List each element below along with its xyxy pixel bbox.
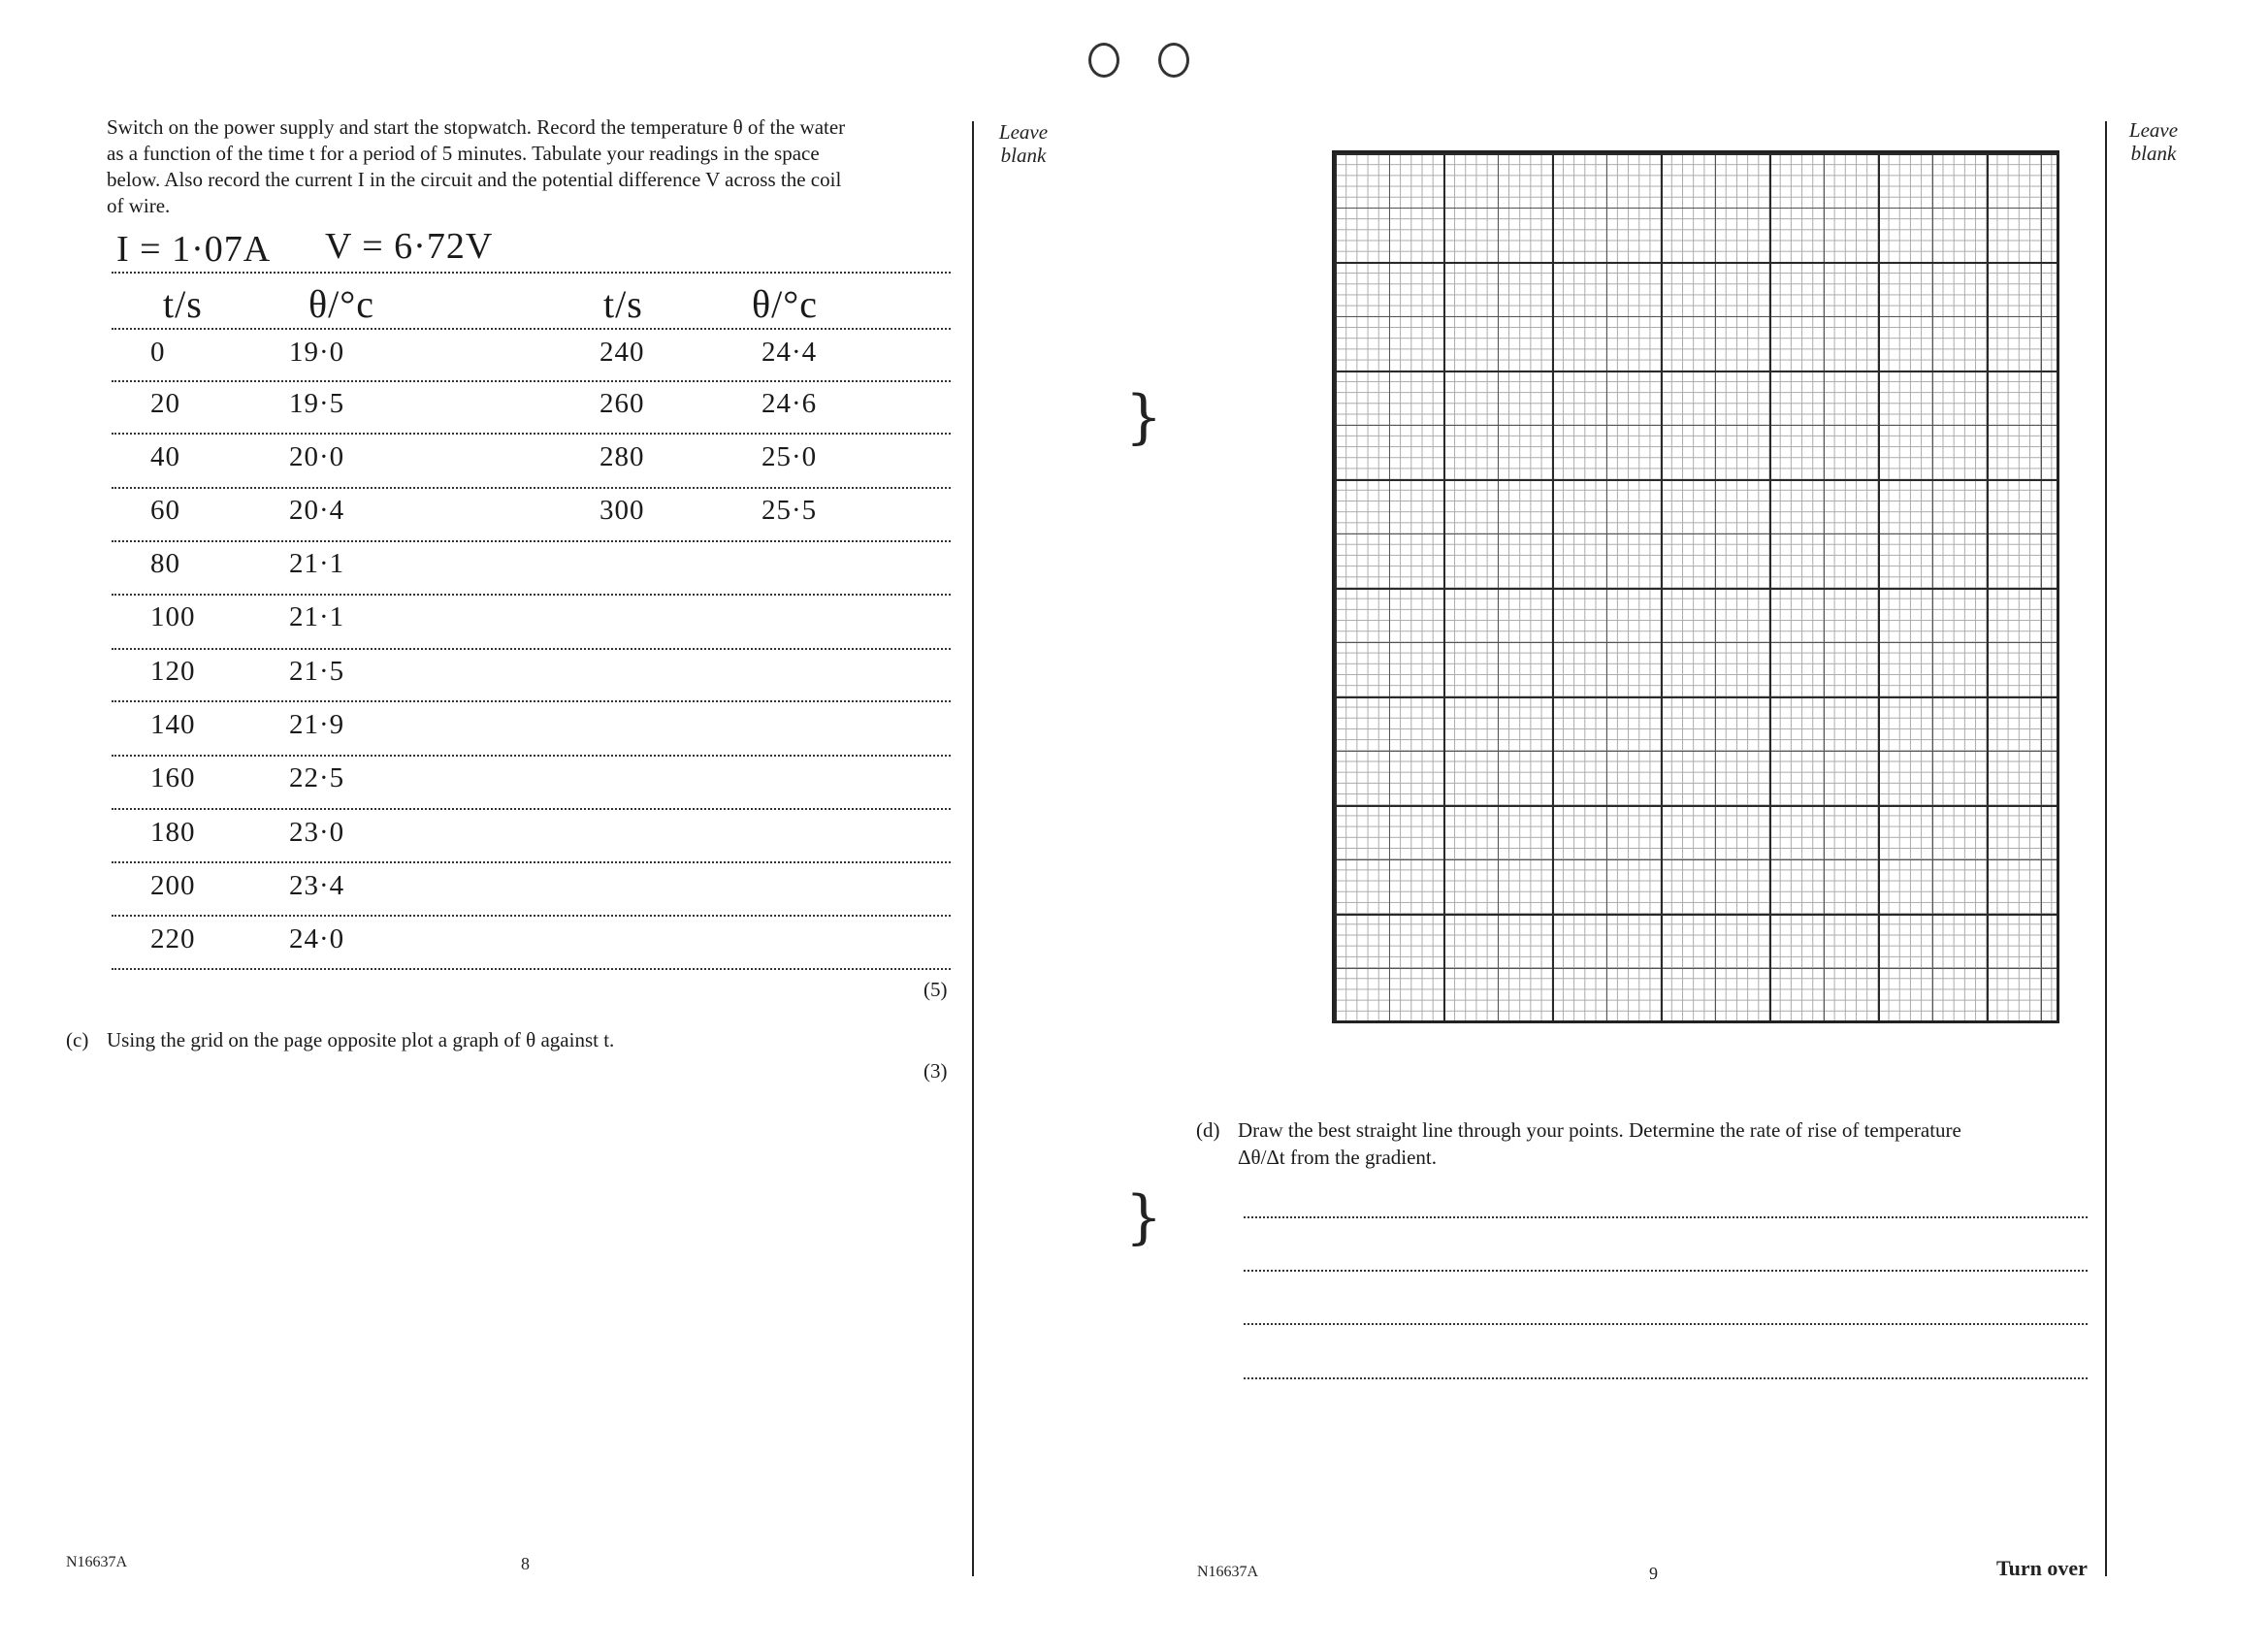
reading-temperature: 19·5	[289, 388, 345, 419]
reading-temperature: 21·1	[289, 601, 345, 632]
reading-time: 60	[150, 495, 180, 526]
handwritten-voltage: V = 6·72V	[325, 226, 494, 267]
leave-blank-right: Leave blank	[2128, 118, 2179, 165]
header-temp-1: θ/°c	[308, 282, 375, 326]
reading-time: 0	[150, 337, 166, 368]
ruled-line[interactable]	[112, 648, 951, 650]
reading-temperature: 19·0	[289, 337, 345, 368]
handwritten-current: I = 1·07A	[116, 229, 272, 270]
reading-temperature: 25·5	[761, 495, 818, 526]
reading-temperature: 24·4	[761, 337, 818, 368]
reading-time: 200	[150, 870, 196, 901]
ruled-line[interactable]	[112, 861, 951, 863]
reading-time: 20	[150, 388, 180, 419]
reading-temperature: 25·0	[761, 441, 818, 472]
ruled-line[interactable]	[112, 272, 951, 274]
marks-part-c: (3)	[923, 1059, 948, 1083]
reading-time: 280	[599, 441, 645, 472]
ruled-line[interactable]	[112, 328, 951, 330]
part-d-line2: Δθ/Δt from the gradient.	[1238, 1146, 1438, 1169]
part-d-label: (d)	[1196, 1118, 1220, 1142]
ruled-line[interactable]	[112, 755, 951, 757]
reading-time: 240	[599, 337, 645, 368]
ruled-line[interactable]	[112, 487, 951, 489]
graph-grid[interactable]	[1332, 150, 2059, 1023]
ruled-line[interactable]	[112, 915, 951, 917]
reading-time: 160	[150, 762, 196, 793]
reading-temperature: 23·4	[289, 870, 345, 901]
binding-hole-right	[1158, 43, 1189, 78]
part-d-line1: Draw the best straight line through your points. Determine the rate of rise of temperature	[1238, 1118, 1961, 1142]
reading-temperature: 24·6	[761, 388, 818, 419]
reading-time: 40	[150, 441, 180, 472]
reading-temperature: 21·1	[289, 548, 345, 579]
right-margin-line	[2105, 121, 2107, 1576]
reading-time: 140	[150, 709, 196, 740]
reading-temperature: 23·0	[289, 817, 345, 848]
binding-hole-left	[1088, 43, 1119, 78]
header-time-2: t/s	[603, 282, 643, 326]
ruled-line[interactable]	[112, 808, 951, 810]
page-divider	[972, 121, 974, 1576]
leave-blank-left: Leave blank	[998, 120, 1049, 167]
reading-time: 100	[150, 601, 196, 632]
reading-time: 120	[150, 656, 196, 687]
part-c-text: Using the grid on the page opposite plot a graph of θ against t.	[107, 1028, 615, 1051]
reading-time: 180	[150, 817, 196, 848]
ruled-line[interactable]	[112, 380, 951, 382]
reading-time: 220	[150, 923, 196, 954]
reading-time: 300	[599, 495, 645, 526]
instruction-paragraph: Switch on the power supply and start the stopwatch. Record the temperature θ of the water as a function of the time t for a period of 5 minutes. Tabulate your readings in the space below. Also record the current I in the circuit and the potential difference V across the coil of wire.	[107, 115, 846, 217]
turn-over: Turn over	[1996, 1556, 2088, 1580]
reading-temperature: 21·9	[289, 709, 345, 740]
reading-temperature: 21·5	[289, 656, 345, 687]
header-temp-2: θ/°c	[752, 282, 819, 326]
margin-bracket-bottom: }	[1125, 1183, 1163, 1251]
header-time-1: t/s	[163, 282, 203, 326]
ruled-line[interactable]	[112, 968, 951, 970]
answer-line-d-4[interactable]	[1244, 1377, 2088, 1379]
reading-time: 260	[599, 388, 645, 419]
ruled-line[interactable]	[112, 700, 951, 702]
answer-line-d-3[interactable]	[1244, 1323, 2088, 1325]
footer-code-left: N16637A	[66, 1554, 128, 1570]
reading-temperature: 20·4	[289, 495, 345, 526]
ruled-line[interactable]	[112, 540, 951, 542]
marks-part-b: (5)	[923, 978, 948, 1001]
reading-time: 80	[150, 548, 180, 579]
answer-line-d-2[interactable]	[1244, 1270, 2088, 1272]
page-number-right: 9	[1649, 1564, 1658, 1583]
part-c-label: (c)	[66, 1028, 89, 1051]
margin-bracket-top: }	[1125, 383, 1163, 451]
page-number-left: 8	[521, 1554, 530, 1573]
reading-temperature: 22·5	[289, 762, 345, 793]
ruled-line[interactable]	[112, 433, 951, 435]
reading-temperature: 20·0	[289, 441, 345, 472]
footer-code-right: N16637A	[1197, 1564, 1259, 1580]
answer-line-d-1[interactable]	[1244, 1216, 2088, 1218]
ruled-line[interactable]	[112, 594, 951, 596]
reading-temperature: 24·0	[289, 923, 345, 954]
